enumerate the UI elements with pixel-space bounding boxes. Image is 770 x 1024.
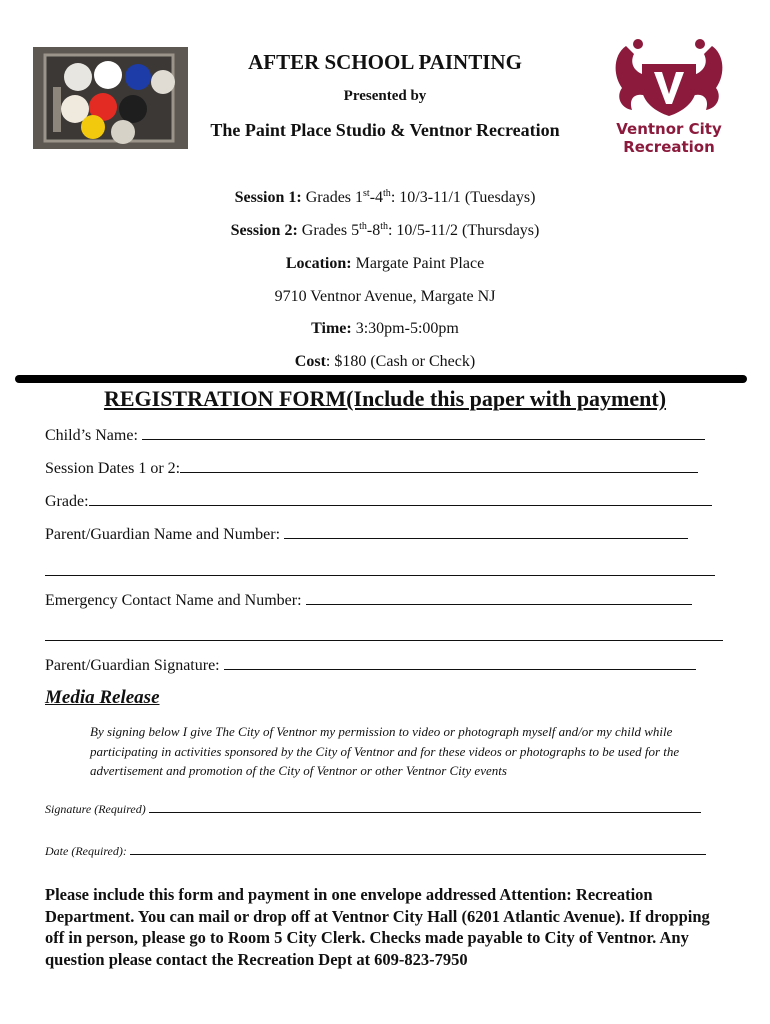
session-1-grades: Grades 1 [301, 189, 364, 206]
parent-signature-line[interactable] [224, 655, 696, 670]
registration-form-heading: REGISTRATION FORM(Include this paper with payment) [103, 386, 667, 411]
grade-label: Grade: [45, 493, 89, 510]
session-dates-label: Session Dates 1 or 2: [45, 460, 181, 477]
cost-label: Cost [294, 353, 326, 370]
cost-info [0, 353, 770, 371]
emergency-contact-label: Emergency Contact Name and Number: [45, 592, 302, 609]
child-name-field[interactable] [45, 425, 705, 445]
session-1-grades-end: -4 [369, 189, 384, 206]
emergency-contact-field[interactable] [45, 590, 692, 610]
child-name-line[interactable] [142, 425, 705, 440]
media-date-line[interactable] [130, 844, 706, 855]
organizers: The Paint Place Studio & Ventnor Recreation [210, 120, 560, 140]
address: 9710 Ventnor Avenue, Margate NJ [274, 288, 496, 305]
session-dates-line[interactable] [180, 458, 698, 473]
session-2-grades: Grades 5 [297, 222, 360, 239]
session-1-dates: : 10/3-11/1 (Tuesdays) [390, 189, 536, 206]
media-date-field[interactable] [45, 844, 706, 859]
parent-name-line[interactable] [284, 524, 688, 539]
session-2-sup-1: th [359, 221, 367, 232]
page-title: AFTER SCHOOL PAINTING [248, 50, 522, 74]
parent-name-line-2[interactable] [45, 574, 715, 576]
media-release-heading: Media Release [45, 687, 160, 708]
media-signature-line[interactable] [149, 802, 701, 813]
parent-signature-field[interactable] [45, 655, 696, 675]
media-signature-label: Signature (Required) [45, 802, 146, 816]
submission-instructions: Please include this form and payment in one envelope addressed Attention: Recreation Department. You can mail or drop off at Ventnor City Hall (6201 Atlantic Avenue). If dropping off in person, please go to Room 5 City Clerk. Checks made payable to City of Ventnor. Any question please contact the Recreation Dept at 609-823-7950 [45, 885, 710, 969]
session-2-dates: : 10/5-11/2 (Thursdays) [387, 222, 540, 239]
session-1-label: Session 1: [234, 189, 302, 206]
child-name-label: Child’s Name: [45, 427, 138, 444]
session-dates-field[interactable] [45, 458, 698, 478]
parent-name-label: Parent/Guardian Name and Number: [45, 526, 281, 543]
media-signature-field[interactable] [45, 802, 701, 817]
time-label: Time: [311, 320, 352, 337]
cost-value: : $180 (Cash or Check) [325, 353, 476, 370]
session-2-info [0, 222, 770, 240]
emergency-contact-line[interactable] [306, 590, 692, 605]
session-2-grades-end: -8 [366, 222, 381, 239]
emergency-contact-line-2[interactable] [45, 639, 723, 641]
session-1-sup-2: th [383, 188, 391, 199]
media-date-label: Date (Required): [45, 844, 127, 858]
session-1-sup-1: st [363, 188, 370, 199]
session-2-label: Session 2: [230, 222, 298, 239]
grade-field[interactable] [45, 491, 712, 511]
parent-name-field[interactable] [45, 524, 688, 544]
parent-signature-label: Parent/Guardian Signature: [45, 657, 220, 674]
location-value: Margate Paint Place [351, 255, 485, 272]
divider [15, 375, 747, 383]
session-2-sup-2: th [380, 221, 388, 232]
logo-text-line-2: Recreation [623, 138, 715, 156]
grade-line[interactable] [89, 491, 712, 506]
session-1-info [0, 189, 770, 207]
media-release-text: By signing below I give The City of Ventnor my permission to video or photograph myself and/or my child while participating in activities sponsored by the City of Ventnor and for these videos or photographs to be used for the advertisement and promotion of the City of Ventnor or other Ventnor City events [90, 724, 680, 778]
logo-text-line-1: Ventnor City [616, 120, 722, 138]
location-label: Location: [285, 255, 352, 272]
time-value: 3:30pm-5:00pm [351, 320, 459, 337]
presented-by: Presented by [343, 88, 427, 104]
time-info [0, 320, 770, 338]
location-info [0, 255, 770, 273]
